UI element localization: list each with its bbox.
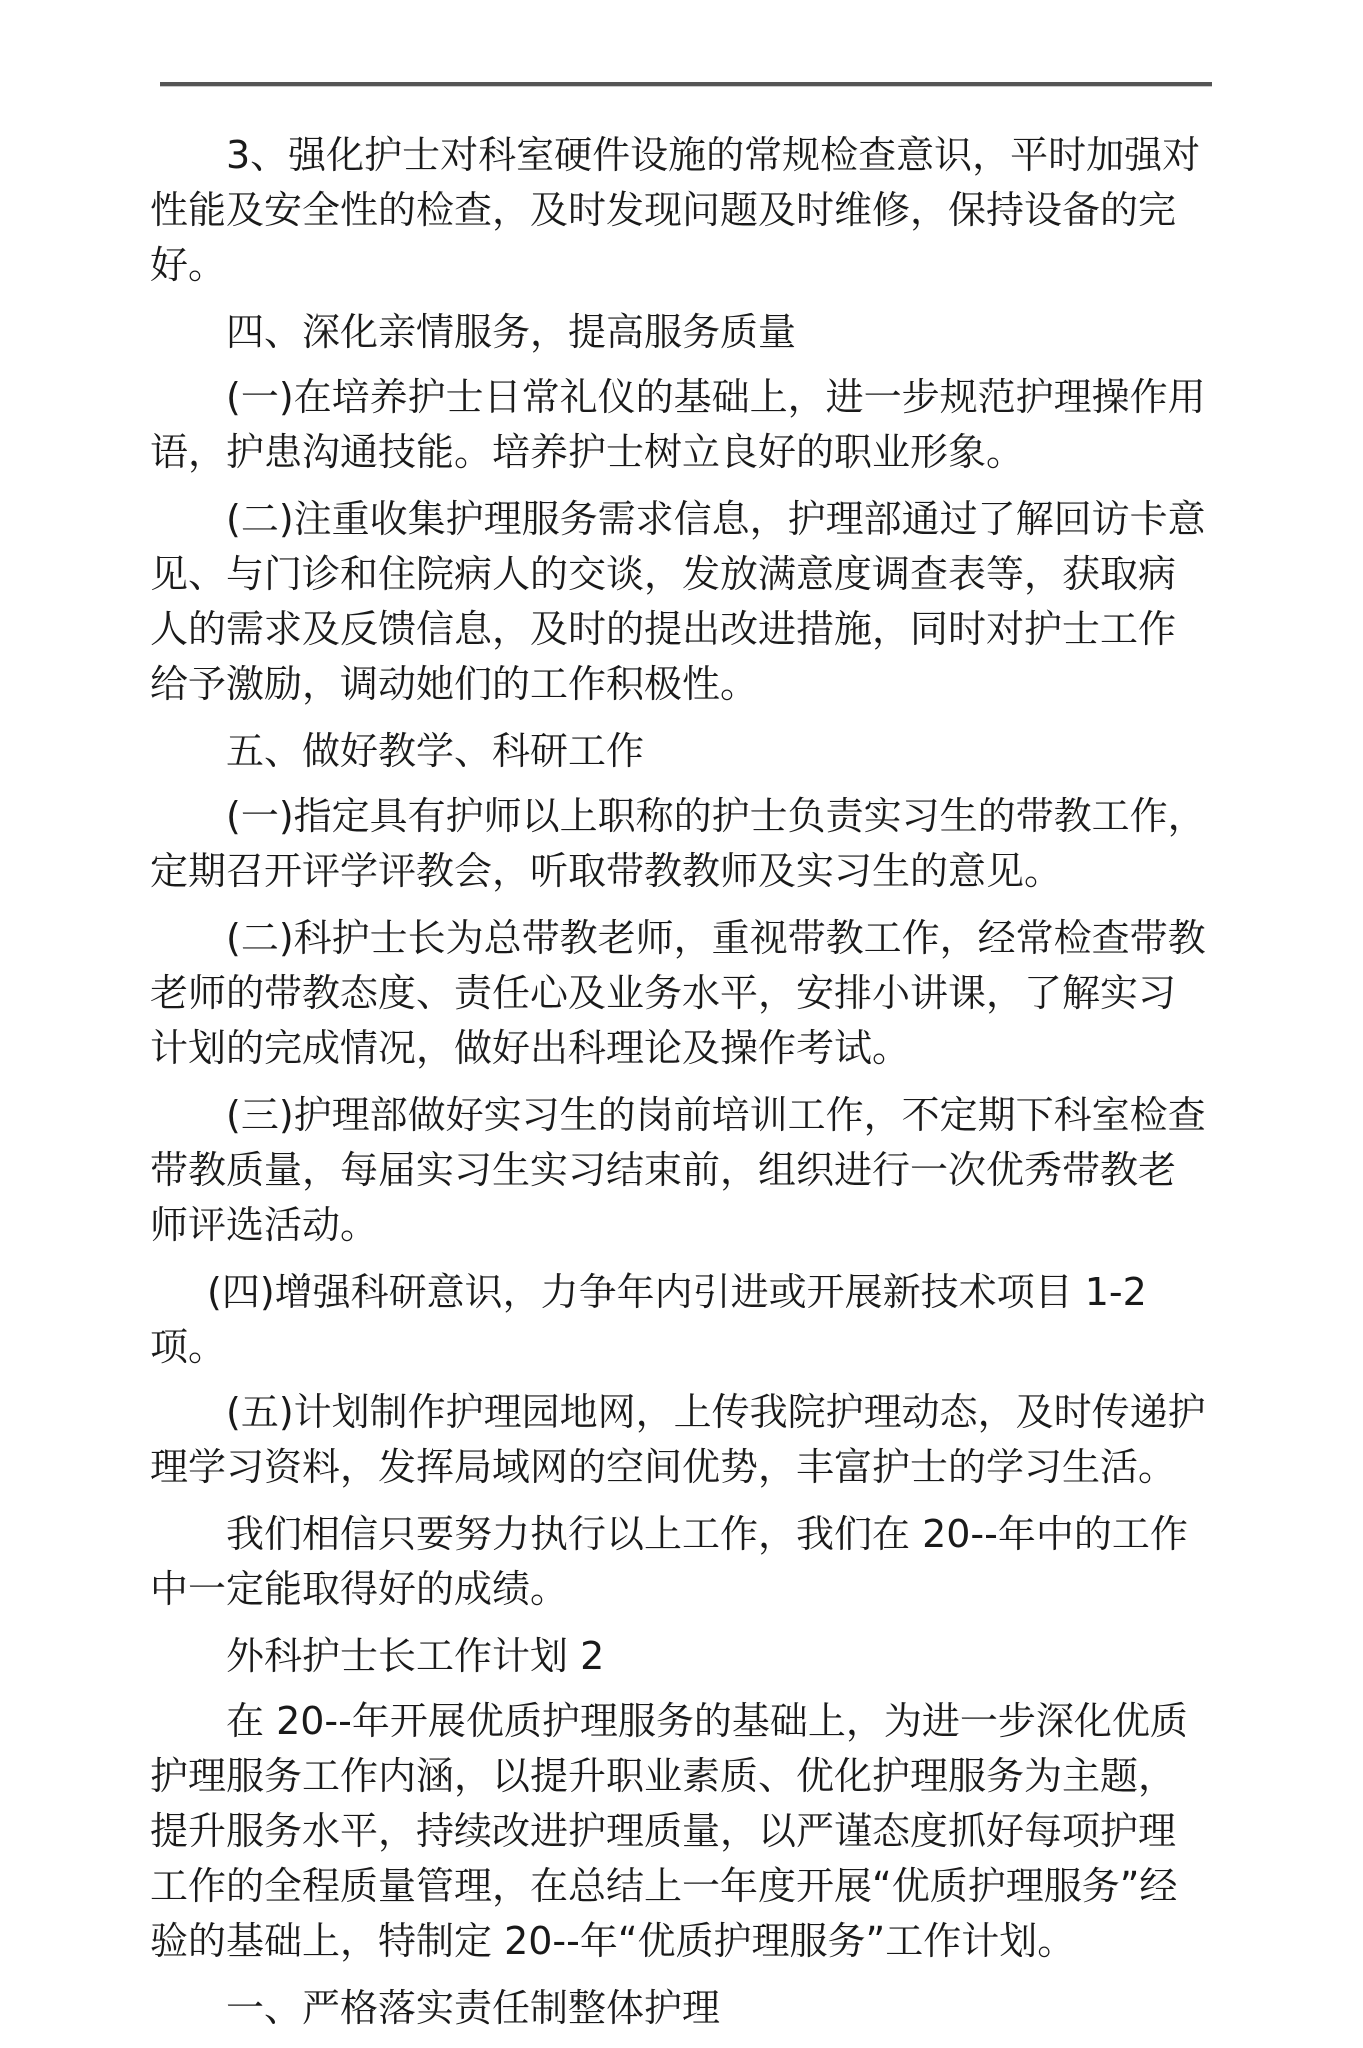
paragraph-5-1: (一)指定具有护师以上职称的护士负责实习生的带教工作，定期召开评学评教会，听取带教教师及实习生的意见。 [150,794,1206,893]
paragraph-5-4: (四)增强科研意识，力争年内引进或开展新技术项目 1-2 项。 [150,1270,1147,1369]
heading-section-4: 四、深化亲情服务，提高服务质量 [226,310,797,354]
title-plan-2: 外科护士长工作计划 2 [226,1634,605,1678]
heading-section-5: 五、做好教学、科研工作 [226,729,645,773]
paragraph-conclusion: 我们相信只要努力执行以上工作，我们在 20--年中的工作中一定能取得好的成绩。 [150,1512,1188,1611]
heading-plan-2-section-1: 一、严格落实责任制整体护理 [226,1986,721,2030]
paragraph-4-1: (一)在培养护士日常礼仪的基础上，进一步规范护理操作用语，护患沟通技能。培养护士树立良好的职业形象。 [150,375,1206,474]
header-rule [160,82,1212,87]
document-body [150,128,1212,2048]
paragraph-hardware-check: 3、强化护士对科室硬件设施的常规检查意识，平时加强对性能及安全性的检查，及时发现问题及时维修，保持设备的完好。 [150,133,1201,287]
paragraph-5-5: (五)计划制作护理园地网，上传我院护理动态，及时传递护理学习资料，发挥局域网的空间优势，丰富护士的学习生活。 [150,1390,1206,1489]
paragraph-plan-2-intro: 在 20--年开展优质护理服务的基础上，为进一步深化优质护理服务工作内涵，以提升职业素质、优化护理服务为主题，提升服务水平，持续改进护理质量，以严谨态度抓好每项护理工作的全程质量管理，在总结上一年度开展“优质护理服务”经验的基础上，特制定 20--年“优质护理服务”工作计划。 [150,1699,1188,1963]
paragraph-5-3: (三)护理部做好实习生的岗前培训工作，不定期下科室检查带教质量，每届实习生实习结束前，组织进行一次优秀带教老师评选活动。 [150,1093,1206,1247]
paragraph-4-2: (二)注重收集护理服务需求信息，护理部通过了解回访卡意见、与门诊和住院病人的交谈，发放满意度调查表等，获取病人的需求及反馈信息，及时的提出改进措施，同时对护士工作给予激励，调动她们的工作积极性。 [150,497,1206,706]
paragraph-5-2: (二)科护士长为总带教老师，重视带教工作，经常检查带教老师的带教态度、责任心及业务水平，安排小讲课，了解实习计划的完成情况，做好出科理论及操作考试。 [150,916,1206,1070]
